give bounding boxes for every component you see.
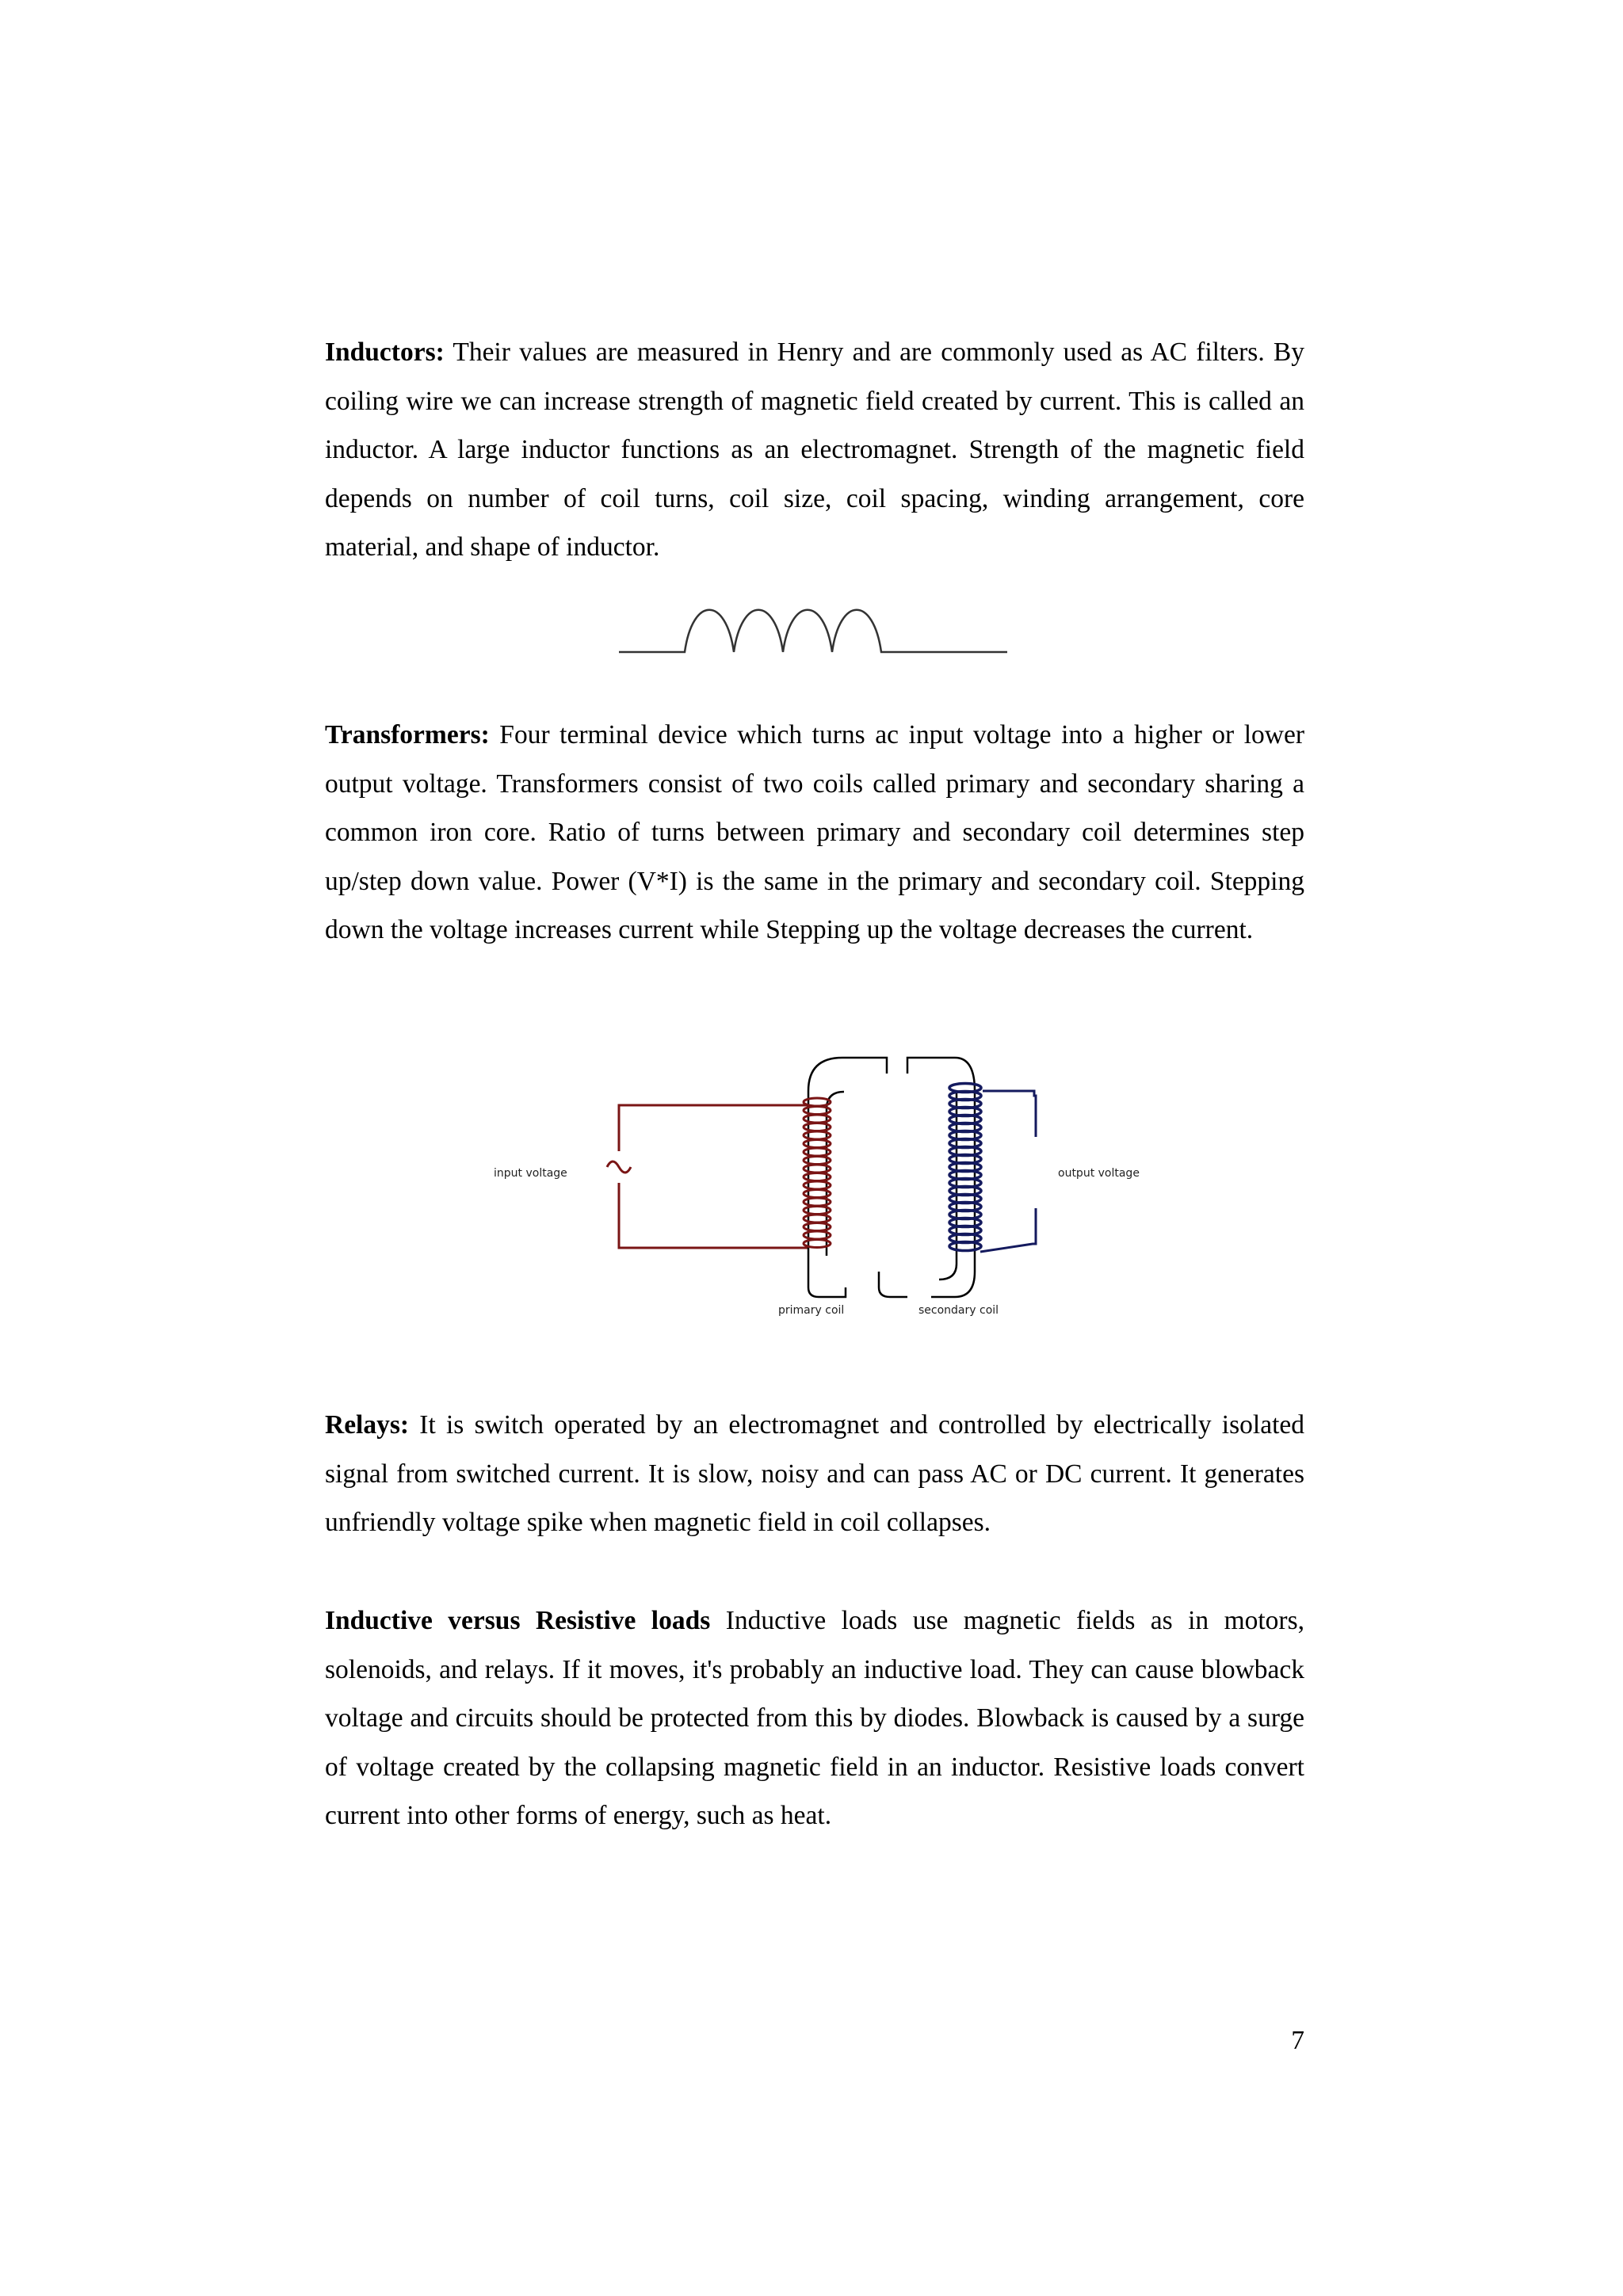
loads-body: Inductive loads use magnetic fields as in motors, solenoids, and relays. If it moves, it's probably an inductive load. They can cause blowback voltage and circuits should be protected from this by diodes. Blowback is caused by a surge of voltage created by the collapsing magnetic field in an inductor. Resistive loads convert current into other forms of energy, such as heat.: [325, 1606, 1305, 1830]
inductors-body: Their values are measured in Henry and are commonly used as AC filters. By coiling wire we can increase strength of magnetic field created by current. This is called an inductor. A large inductor functions as an electromagnet. Strength of the magnetic field depends on number of coil turns, coil size, coil spacing, winding arrangement, core material, and shape of inductor.: [325, 338, 1304, 562]
transformer-diagram: [487, 1050, 1161, 1319]
secondary-coil-turn: [949, 1242, 981, 1251]
relays-heading: Relays:: [325, 1410, 410, 1440]
transformers-body: Four terminal device which turns ac input voltage into a higher or lower output voltage. Transformers consist of two coils called primary and secondary sharing a common iron core. Ratio of turns between primary and secondary coil determines step up/step down value. Power (V*I) is the same in the primary and secondary coil. Stepping down the voltage increases current while Stepping up the voltage decreases the current.: [325, 720, 1304, 944]
primary-circuit: [607, 1105, 808, 1248]
secondary-coil-label: secondary coil: [918, 1304, 999, 1317]
inductors-heading: Inductors:: [325, 338, 445, 367]
loads-paragraph: [325, 1596, 1304, 1840]
relays-paragraph: [325, 1401, 1304, 1547]
relays-body: It is switch operated by an electromagnet and controlled by electrically isolated signal from switched current. It is slow, noisy and can pass AC or DC current. It generates unfriendly voltage spike when magnetic field in coil collapses.: [325, 1410, 1304, 1537]
secondary-circuit: [980, 1091, 1036, 1252]
primary-coil-label: primary coil: [778, 1304, 845, 1317]
transformers-heading: Transformers:: [325, 720, 490, 749]
secondary-coil: [949, 1084, 981, 1251]
input-voltage-label: input voltage: [494, 1167, 567, 1180]
ac-source-icon: [607, 1161, 631, 1173]
output-voltage-label: output voltage: [1058, 1167, 1140, 1180]
loads-heading: Inductive versus Resistive loads: [325, 1606, 711, 1635]
transformers-paragraph: [325, 711, 1304, 955]
page-number: 7: [1291, 2026, 1304, 2055]
inductors-paragraph: [325, 328, 1304, 572]
inductor-coil-path: [619, 610, 1007, 652]
inductor-symbol-figure: [615, 602, 1011, 658]
